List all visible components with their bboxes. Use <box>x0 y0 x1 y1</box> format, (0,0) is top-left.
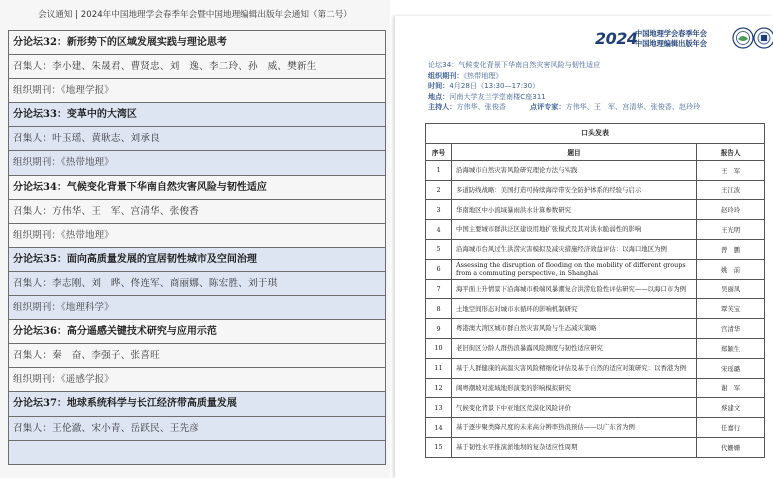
conference-logo <box>595 26 773 52</box>
talk-speaker: 谢 军 <box>697 378 765 398</box>
reviewer-label: 点评专家： <box>530 102 566 112</box>
talk-number: 9 <box>426 319 452 339</box>
talk-speaker: 覃芙宝 <box>697 299 765 319</box>
talk-speaker: 赵玲玲 <box>697 200 765 220</box>
forum-journal: 组织期刊：《地理科学》 <box>9 296 385 320</box>
header-no: 序号 <box>426 143 452 160</box>
table-row <box>426 220 765 240</box>
table-row <box>426 299 765 319</box>
forum-info-title: 论坛34：气候变化背景下华南自然灾害风险与韧性适应 <box>428 60 601 69</box>
forum-block-37 <box>8 392 386 464</box>
talk-title: 基于韧性水平推演淤地坝的复杂适应性周期 <box>451 437 696 457</box>
forum-journal: 组织期刊：《地理学报》 <box>9 79 385 103</box>
host-label: 主持人： <box>428 102 457 112</box>
talk-speaker: 蔡建文 <box>697 398 765 418</box>
page-header: 会议通知 | 2024年中国地理学会春季年会暨中国地理编辑出版年会通知（第二号） <box>38 10 352 20</box>
forum-title: 分论坛37：地球系统科学与长江经济带高质量发展 <box>9 392 385 416</box>
forum-title: 分论坛33：变革中的大湾区 <box>9 103 385 127</box>
talk-number: 4 <box>426 220 452 240</box>
forum-title: 分论坛36：高分遥感关键技术研究与应用示范 <box>9 320 385 344</box>
talk-speaker: 任嘉行 <box>697 418 765 438</box>
table-row <box>426 398 765 418</box>
talk-title: 沿海城市台风过生洪涝灾害模拟及减灾措施经济效益评估：以海口地区为例 <box>451 239 696 259</box>
right-page <box>395 16 773 478</box>
header-speaker: 报告人 <box>697 143 765 160</box>
forum-journal <box>9 441 385 465</box>
talk-speaker: 郑颖生 <box>697 338 765 358</box>
table-row <box>426 418 765 438</box>
talks-caption: 口头发表 <box>426 124 765 144</box>
talk-title: 华南地区中小流域暴雨洪水计算参数研究 <box>451 200 696 220</box>
talk-title: 土地空间形态对城市水循环的影响机制研究 <box>451 299 696 319</box>
forum-conveners: 召集人：方伟华、王 军、宫清华、张俊香 <box>9 200 385 224</box>
host-value: 方伟华、张俊香 <box>456 102 507 112</box>
talk-number: 8 <box>426 299 452 319</box>
forum-journal: 组织期刊：《热带地理》 <box>9 224 385 248</box>
talk-speaker: 代姗姗 <box>697 437 765 457</box>
talks-header-row <box>426 143 765 160</box>
forum-conveners: 召集人：王伦澈、宋小青、岳跃民、王先彦 <box>9 417 385 441</box>
talk-number: 11 <box>426 358 452 378</box>
forum-title: 分论坛34：气候变化背景下华南自然灾害风险与韧性适应 <box>9 176 385 200</box>
table-row <box>426 279 765 299</box>
forum-info-hosts <box>428 102 773 113</box>
table-row <box>426 358 765 378</box>
forum-block-34 <box>8 176 386 248</box>
talk-title: 中国主要城市群洪泛区建设用地扩张模式及其对洪水脆弱性的影响 <box>451 220 696 240</box>
talk-speaker: 宫清华 <box>697 319 765 339</box>
forum-journal: 组织期刊：《热带地理》 <box>9 151 385 175</box>
talk-number: 15 <box>426 437 452 457</box>
forum-block-32 <box>8 31 386 103</box>
journal-value: 《热带地理》 <box>463 70 503 80</box>
talk-title: 多道防线战略：美国打造可持续海岸带安全防护体系的经验与启示 <box>451 180 696 200</box>
talk-speaker: 王江波 <box>697 180 765 200</box>
time-value: 4月28日（13:30—17:30） <box>449 81 540 91</box>
talk-number: 12 <box>426 378 452 398</box>
talk-speaker: 王 军 <box>697 160 765 180</box>
talk-title: 基于逐步聚类降尺度的未来高分辨率热浪预估——以广东省为例 <box>451 418 696 438</box>
logo-line-1: 中国地理学会春季年会 <box>635 29 707 38</box>
forum-block-36 <box>8 320 386 392</box>
forum-conveners: 召集人：秦 奋、李强子、张喜旺 <box>9 344 385 368</box>
place-value: 河南大学友兰学堂南楼C座311 <box>449 91 546 101</box>
society-seal-icon <box>732 27 754 49</box>
talk-speaker: 王光明 <box>697 220 765 240</box>
forum-block-33 <box>8 103 386 175</box>
forum-title: 分论坛32：新形势下的区域发展实践与理论思考 <box>9 31 385 55</box>
talks-caption-row <box>426 124 765 144</box>
talk-title: 老旧街区分龄人群热浪暴露风险测度与韧性适应研究 <box>451 338 696 358</box>
logo-line-2: 中国地理编辑出版年会 <box>635 39 707 48</box>
talk-speaker: 姚 前 <box>697 259 765 279</box>
forum-info-place <box>428 92 773 103</box>
forum-info-time <box>428 81 773 92</box>
talk-title: 气候变化背景下中亚地区荒漠化风险评价 <box>451 398 696 418</box>
table-row <box>426 378 765 398</box>
forum-info-journal <box>428 71 773 82</box>
talk-number: 10 <box>426 338 452 358</box>
talk-title: 粤港澳大湾区城市群自然灾害风险与生态减灾策略 <box>451 319 696 339</box>
talk-title: 闽粤潮坡对流域地形演变的影响模拟研究 <box>451 378 696 398</box>
time-label: 时间： <box>428 81 450 91</box>
table-row <box>426 319 765 339</box>
table-row <box>426 160 765 180</box>
table-row <box>426 338 765 358</box>
talk-number: 6 <box>426 259 452 279</box>
forum-conveners: 召集人：叶玉瑶、黄耿志、刘承良 <box>9 127 385 151</box>
reviewer-value: 方伟华、王 军、宫清华、张俊香、赵玲玲 <box>565 102 701 112</box>
talk-number: 14 <box>426 418 452 438</box>
table-row <box>426 259 765 279</box>
talk-title: 海平面上升情景下沿海城市极端风暴潮复合洪涝危险性评估研究——以海口市为例 <box>451 279 696 299</box>
place-label: 地点： <box>428 91 450 101</box>
talk-speaker: 曾 鹏 <box>697 239 765 259</box>
forum-table <box>8 30 386 465</box>
talk-speaker: 吴丽凤 <box>697 279 765 299</box>
talk-number: 5 <box>426 239 452 259</box>
talk-title: Assessing the disruption of flooding on the mobility of different groups from a commuting perspective, in Shanghai <box>451 259 696 279</box>
talk-number: 7 <box>426 279 452 299</box>
logo-year: 2024 <box>595 29 638 48</box>
university-seal-icon <box>753 27 773 49</box>
forum-conveners: 召集人：李志刚、刘 晔、佟连军、商丽娜、陈宏胜、刘于琪 <box>9 272 385 296</box>
forum-conveners: 召集人：李小建、朱晟君、曹贤忠、刘 逸、李二玲、孙 威、樊新生 <box>9 55 385 79</box>
talk-rows <box>426 160 765 457</box>
talk-title: 基于人群健康的高温灾害风险精细化评估及基于自然的适应对策研究：以香港为例 <box>451 358 696 378</box>
talk-number: 13 <box>426 398 452 418</box>
talks-table <box>425 123 765 458</box>
talk-number: 2 <box>426 180 452 200</box>
forum-title: 分论坛35：面向高质量发展的宜居韧性城市及空间治理 <box>9 248 385 272</box>
table-row <box>426 239 765 259</box>
header-title: 题目 <box>451 143 696 160</box>
talk-speaker: 宋瑶璐 <box>697 358 765 378</box>
journal-label: 组织期刊： <box>428 70 464 80</box>
table-row <box>426 200 765 220</box>
talk-number: 1 <box>426 160 452 180</box>
forum-journal: 组织期刊：《遥感学报》 <box>9 368 385 392</box>
table-row <box>426 180 765 200</box>
forum-block-35 <box>8 248 386 320</box>
talk-number: 3 <box>426 200 452 220</box>
talk-title: 沿海城市自然灾害风险研究理论方法与实践 <box>451 160 696 180</box>
table-row <box>426 437 765 457</box>
forum-info <box>428 60 773 113</box>
